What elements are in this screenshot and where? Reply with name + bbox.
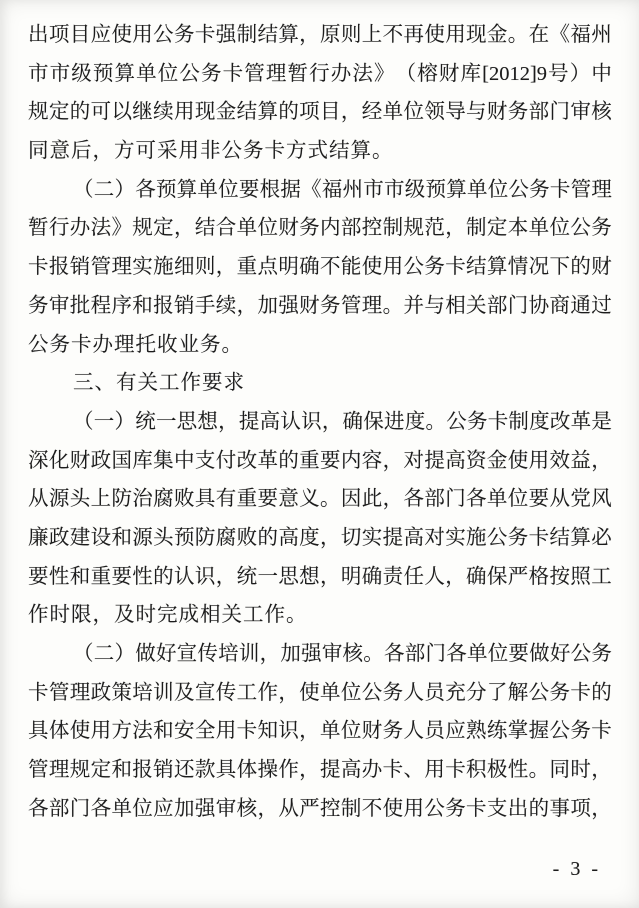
text-line: 暂 行 办 法 》 规 定 ， 结 合 单 位 财 务 内 部 控 制 规 范 ， 制 定 本 单 位 公 务 [28,217,612,240]
section-heading: 三、有关工作要求 [73,372,245,395]
text-line: （ 二 ） 各 预 算 单 位 要 根 据 《 福 州 市 市 级 预 算 单 位 公 务 卡 管 理 [73,178,612,201]
text-line: 从 源 头 上 防 治 腐 败 具 有 重 要 意 义 。 因 此 ， 各 部 门 各 单 位 要 从 党 风 [28,488,612,511]
text-line: 要 性 和 重 要 性 的 认 识 ， 统 一 思 想 ， 明 确 责 任 人 ， 确 保 严 格 按 照 工 [28,565,612,588]
text-line: 各 部 门 各 单 位 应 加 强 审 核 ， 从 严 控 制 不 使 用 公 务 卡 支 出 的 事 项 ， [28,797,612,820]
text-line: 务 审 批 程 序 和 报 销 手 续 ， 加 强 财 务 管 理 。 并 与 相 关 部 门 协 商 通 过 [28,294,612,317]
page-number: - 3 - [552,858,601,880]
text-line: 廉 政 建 设 和 源 头 预 防 腐 败 的 高 度 ， 切 实 提 高 对 实 施 公 务 卡 结 算 必 [28,526,612,549]
text-line: 同意后，方可采用非公务卡方式结算。 [28,140,394,163]
text-line: 规 定 的 可 以 继 续 用 现 金 结 算 的 项 目 ， 经 单 位 领 导 与 财 务 部 门 审 核 [28,101,612,124]
text-line: 卡 管 理 政 策 培 训 及 宣 传 工 作 ， 使 单 位 公 务 人 员 充 分 了 解 公 务 卡 的 [28,681,612,704]
text-line: 作时限，及时完成相关工作。 [28,604,308,627]
text-line: 深 化 财 政 国 库 集 中 支 付 改 革 的 重 要 内 容 ， 对 提 高 资 金 使 用 效 益 ， [28,449,612,472]
text-line: （ 二 ） 做 好 宣 传 培 训 ， 加 强 审 核 。 各 部 门 各 单 位 要 做 好 公 务 [73,643,612,665]
text-line: 具 体 使 用 方 法 和 安 全 用 卡 知 识 ， 单 位 财 务 人 员 应 熟 练 掌 握 公 务 卡 [28,720,612,743]
text-line: 卡 报 销 管 理 实 施 细 则 ， 重 点 明 确 不 能 使 用 公 务 卡 结 算 情 况 下 的 财 [28,256,612,279]
text-line: （ 一 ） 统 一 思 想 ， 提 高 认 识 ， 确 保 进 度 。 公 务 卡 制 度 改 革 是 [73,410,612,433]
text-line: 市 市 级 预 算 单 位 公 务 卡 管 理 暂 行 办 法 》 （ 榕 财 库 [2012]9 号 ） 中 [28,62,612,85]
text-line: 公务卡办理托收业务。 [28,333,243,356]
document-body [28,16,612,828]
text-line: 出 项 目 应 使 用 公 务 卡 强 制 结 算 ， 原 则 上 不 再 使 用 现 金 。 在 《 福 州 [28,24,612,46]
text-line: 管 理 规 定 和 报 销 还 款 具 体 操 作 ， 提 高 办 卡 、 用 卡 积 极 性 。 同 时 ， [28,759,612,782]
